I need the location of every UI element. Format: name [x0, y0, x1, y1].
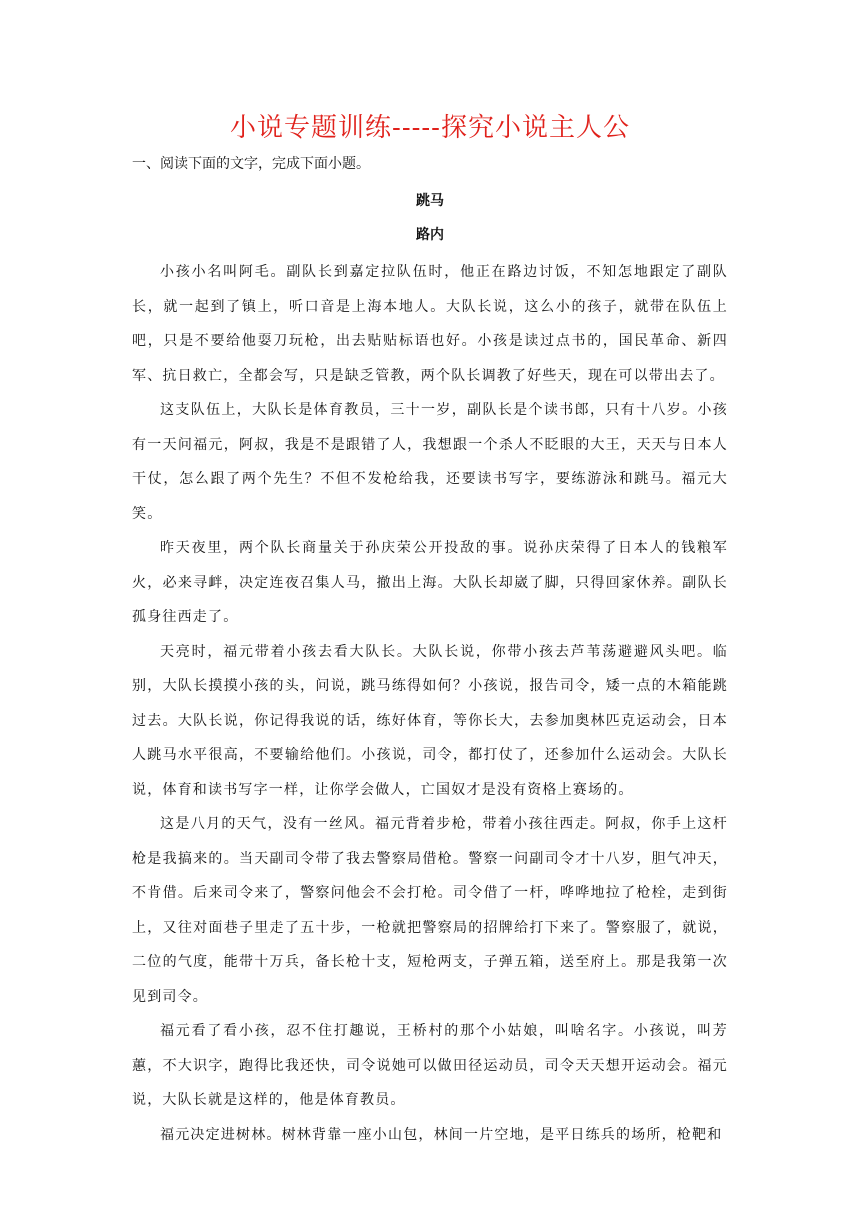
document-title: 小说专题训练-----探究小说主人公: [230, 113, 630, 143]
story-paragraph-4: 天亮时，福元带着小孩去看大队长。大队长说，你带小孩去芦苇荡避避风头吧。临别，大队长摸摸小孩的头，问说，跳马练得如何？小孩说，报告司令，矮一点的木箱能跳过去。大队长说，你记得我说的话，练好体育，等你长大，去参加奥林匹克运动会，日本人跳马水平很高，不要输给他们。小孩说，司令，都打仗了，还参加什么运动会。大队长说，体育和读书写字一样，让你学会做人，亡国奴才是没有资格上赛场的。: [132, 643, 728, 798]
story-title: 跳马: [416, 193, 444, 209]
story-paragraph-3: 昨天夜里，两个队长商量关于孙庆荣公开投敌的事。说孙庆荣得了日本人的钱粮军火，必来寻衅，决定连夜召集人马，撤出上海。大队长却崴了脚，只得回家休养。副队长孤身往西走了。: [132, 540, 728, 625]
story-paragraph-7: 福元决定进树林。树林背靠一座小山包，林间一片空地，是平日练兵的场所，枪靶和: [160, 1126, 723, 1143]
story-body: [132, 255, 728, 1152]
story-paragraph-6: 福元看了看小孩，忍不住打趣说，王桥村的那个小姑娘，叫啥名字。小孩说，叫芳蕙，不大识字，跑得比我还快，司令说她可以做田径运动员，司令天天想开运动会。福元说，大队长就是这样的，他是体育教员。: [132, 1023, 728, 1108]
story-paragraph-5: 这是八月的天气，没有一丝风。福元背着步枪，带着小孩往西走。阿叔，你手上这杆枪是我搞来的。当天副司令带了我去警察局借枪。警察一问副司令才十八岁，胆气冲天，不肯借。后来司令来了，警察问他会不会打枪。司令借了一杆，哗哗地拉了枪栓，走到街上，又往对面巷子里走了五十步，一枪就把警察局的招牌给打下来了。警察服了，就说，二位的气度，能带十万兵，备长枪十支，短枪两支，子弹五箱，送至府上。那是我第一次见到司令。: [132, 816, 728, 1005]
story-author: 路内: [416, 227, 444, 243]
story-paragraph-1: 小孩小名叫阿毛。副队长到嘉定拉队伍时，他正在路边讨饭，不知怎地跟定了副队长，就一起到了镇上，听口音是上海本地人。大队长说，这么小的孩子，就带在队伍上吧，只是不要给他耍刀玩枪，出去贴贴标语也好。小孩是读过点书的，国民革命、新四军、抗日救亡，全都会写，只是缺乏管教，两个队长调教了好些天，现在可以带出去了。: [132, 264, 728, 384]
story-paragraph-2: 这支队伍上，大队长是体育教员，三十一岁，副队长是个读书郎，只有十八岁。小孩有一天问福元，阿叔，我是不是跟错了人，我想跟一个杀人不眨眼的大王，天天与日本人干仗，怎么跟了两个先生？不但不发枪给我，还要读书写字，要练游泳和跳马。福元大笑。: [132, 402, 728, 522]
section-heading: 一、阅读下面的文字，完成下面小题。: [132, 156, 370, 172]
